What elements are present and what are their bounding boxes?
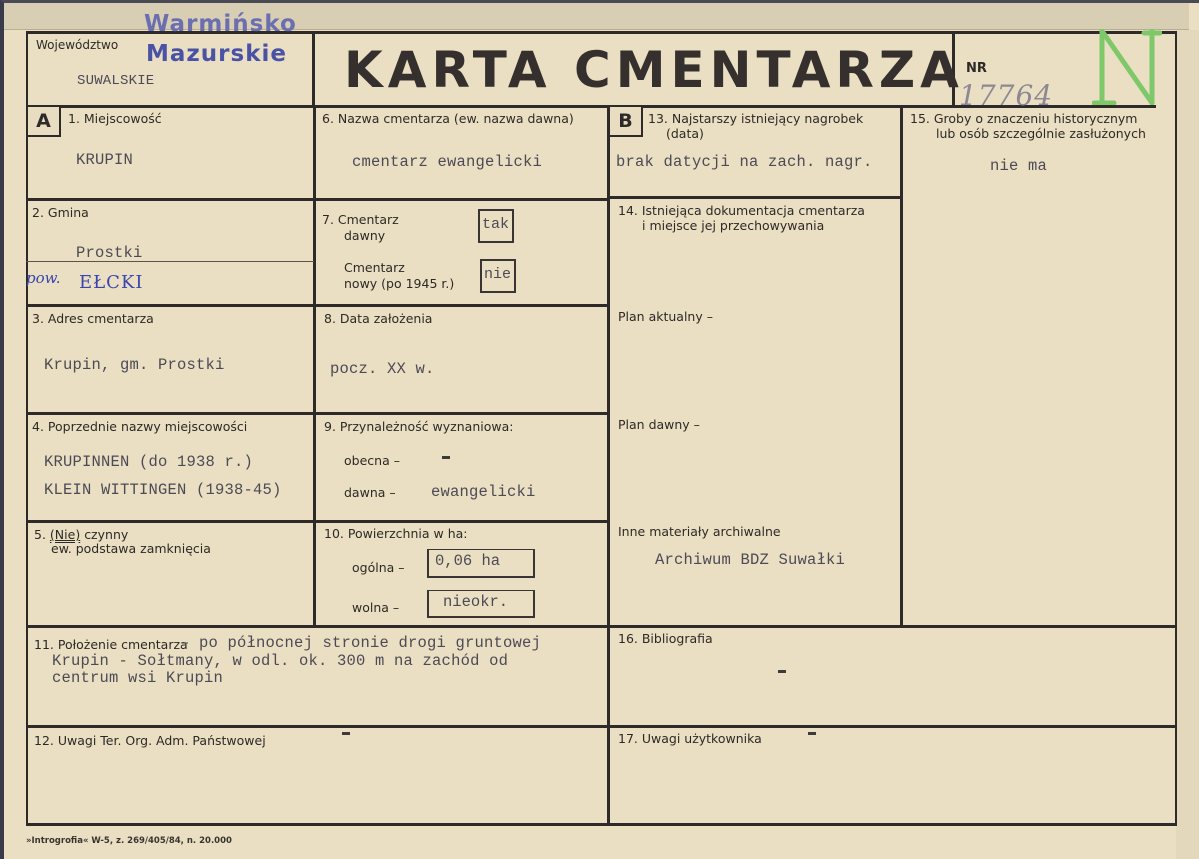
ogolna-label: ogólna – — [352, 560, 405, 575]
nr-label: NR — [966, 61, 987, 76]
wolna-value[interactable]: nieokr. — [427, 590, 535, 618]
field-8-value: pocz. XX w. — [330, 360, 435, 378]
wojewodztwo-value: SUWALSKIE — [77, 73, 155, 89]
field-6-value: cmentarz ewangelicki — [352, 153, 543, 171]
stamp-line-1: Warmińsko — [144, 11, 297, 37]
field-11-value-2: Krupin - Sołtmany, w odl. ok. 300 m na zachód od — [52, 652, 509, 670]
section-b-badge: B — [610, 107, 643, 137]
page-title: KARTA CMENTARZA — [344, 41, 964, 99]
field-15-label-2: lub osób szczególnie zasłużonych — [936, 126, 1146, 141]
row-line-6 — [26, 725, 1177, 728]
field-1-label: 1. Miejscowość — [68, 111, 162, 126]
field-5-nie: (Nie) — [49, 527, 81, 542]
field-17-label: 17. Uwagi użytkownika — [618, 731, 762, 746]
field-17-value-dash — [808, 732, 816, 735]
nr-value: 17764 — [959, 79, 1054, 112]
row-line-c3-1 — [608, 196, 901, 199]
dawny-checkbox[interactable]: tak — [478, 209, 514, 243]
row-line-1 — [26, 198, 316, 201]
field-16-value-dash — [778, 670, 786, 673]
dawna-value: ewangelicki — [431, 483, 536, 501]
row-line-2 — [26, 304, 316, 307]
field-5-num: 5. — [34, 527, 46, 542]
field-15-label-1: 15. Groby o znaczeniu historycznym — [910, 111, 1138, 126]
field-4-value-1: KRUPINNEN (do 1938 r.) — [44, 453, 254, 471]
inne-value: Archiwum BDZ Suwałki — [655, 551, 846, 569]
field-7-nowy-label-1: Cmentarz — [344, 260, 405, 275]
field-4-label: 4. Poprzednie nazwy miejscowości — [32, 419, 248, 434]
field-10-label: 10. Powierzchnia w ha: — [324, 526, 468, 541]
field-15-value: nie ma — [990, 157, 1048, 175]
section-a-badge: A — [28, 107, 61, 137]
field-6-label: 6. Nazwa cmentarza (ew. nazwa dawna) — [322, 111, 574, 126]
col-divider-a — [313, 105, 316, 627]
field-14-label-1: 14. Istniejąca dokumentacja cmentarza — [618, 203, 865, 218]
field-4-value-2: KLEIN WITTINGEN (1938-45) — [44, 481, 282, 499]
field-3-value: Krupin, gm. Prostki — [44, 356, 225, 374]
powiat-value: EŁCKI — [79, 272, 144, 293]
field-7-dawny-label-1: 7. Cmentarz — [322, 212, 399, 227]
green-n-mark-icon — [1092, 29, 1162, 105]
col-divider-ab — [607, 105, 610, 825]
field-8-label: 8. Data założenia — [324, 311, 433, 326]
field-1-value: KRUPIN — [76, 151, 134, 169]
wojewodztwo-label: Województwo — [36, 38, 119, 52]
plan-aktualny-label: Plan aktualny – — [618, 309, 713, 324]
field-5-rest: czynny — [84, 527, 129, 542]
row-line-c2-4 — [314, 520, 609, 523]
field-7-dawny-label-2: dawny — [344, 228, 386, 243]
field-16-label: 16. Bibliografia — [618, 631, 713, 646]
field-7-nowy-label-2: nowy (po 1945 r.) — [344, 276, 455, 291]
row-line-c2-1 — [314, 198, 609, 201]
field-5-label-2: ew. podstawa zamknięcia — [51, 541, 211, 556]
nowy-checkbox[interactable]: nie — [480, 259, 516, 293]
field-2-label: 2. Gmina — [32, 205, 89, 220]
field-5-label — [34, 527, 128, 542]
col-divider-b — [900, 105, 903, 627]
field-13-value: brak datycji na zach. nagr. — [616, 153, 873, 171]
row-line-c2-2 — [314, 304, 609, 307]
stamp-line-2: Mazurskie — [146, 41, 287, 67]
row-line-c2-3 — [314, 412, 609, 415]
card-edge — [1176, 30, 1199, 859]
bottom-border — [26, 823, 1177, 826]
plan-dawny-label: Plan dawny – — [618, 417, 700, 432]
field-12-label: 12. Uwagi Ter. Org. Adm. Państwowej — [34, 733, 266, 748]
field-13-label-1: 13. Najstarszy istniejący nagrobek — [648, 111, 864, 126]
field-13-label-2: (data) — [666, 126, 704, 141]
row-line-5 — [26, 625, 1177, 628]
field-12-value-dash — [342, 732, 350, 735]
field-3-label: 3. Adres cmentarza — [32, 311, 154, 326]
field-2-value: Prostki — [76, 244, 143, 262]
row-line-gmina-split — [26, 261, 314, 262]
wolna-label: wolna – — [352, 600, 400, 615]
field-11-label: 11. Położenie cmentarza — [34, 637, 188, 652]
row-line-3 — [26, 412, 316, 415]
obecna-value-dash — [442, 456, 450, 459]
field-11-value-1: – po północnej stronie drogi gruntowej — [180, 634, 542, 652]
dawna-label: dawna – — [344, 485, 396, 500]
inne-label: Inne materiały archiwalne — [618, 524, 781, 539]
field-11-value-3: centrum wsi Krupin — [52, 669, 224, 687]
printer-imprint: »Introgrofia« W-5, z. 269/405/84, n. 20.000 — [26, 836, 232, 846]
row-line-4 — [26, 520, 316, 523]
field-9-label: 9. Przynależność wyznaniowa: — [324, 419, 514, 434]
ogolna-value[interactable]: 0,06 ha — [427, 549, 535, 578]
header-divider-1 — [312, 31, 315, 106]
obecna-label: obecna – — [344, 453, 400, 468]
powiat-prefix: pow. — [26, 269, 61, 287]
field-14-label-2: i miejsce jej przechowywania — [642, 218, 825, 233]
